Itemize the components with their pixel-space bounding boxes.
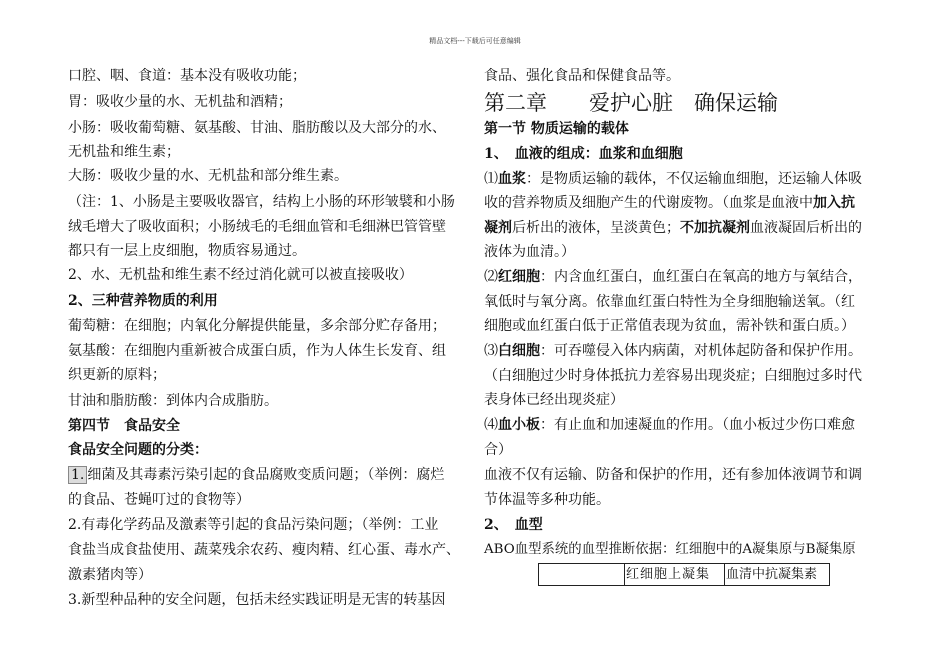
item-number: ⑵ xyxy=(484,269,498,285)
definition-text: ：可吞噬侵入体内病菌，对机体起防备和保护作用。 xyxy=(540,343,862,359)
text-line: 合） xyxy=(484,442,512,458)
text-line: 甘油和脂肪酸：到体内合成脂肪。 xyxy=(68,393,278,409)
term: 白细胞 xyxy=(498,343,540,359)
definition-text: 后析出的液体，呈淡黄色； xyxy=(512,220,680,236)
text-line: 食盐当成食盐使用、蔬菜残余农药、瘦肉精、红心蛋、毒水产、 xyxy=(68,542,460,558)
table-cell: 红细胞上凝集 xyxy=(625,564,725,585)
text-line: 血液不仅有运输、防备和保护的作用，还有参加体液调节和调 xyxy=(484,467,862,483)
item-number: ⑶ xyxy=(484,343,498,359)
note-line: 2、水、无机盐和维生素不经过消化就可以被直接吸收） xyxy=(68,267,413,283)
section-heading: 第四节 食品安全 xyxy=(68,418,180,434)
definition-text: ：内含血红蛋白，血红蛋白在氧高的地方与氧结合， xyxy=(540,269,862,285)
text-line: 液体为血清。） xyxy=(484,244,575,260)
text-line: 口腔、咽、食道：基本没有吸收功能； xyxy=(68,68,306,84)
text-line xyxy=(484,216,862,240)
text-line: 胃：吸收少量的水、无机盐和酒精； xyxy=(68,94,292,110)
definition-text: ：有止血和加速凝血的作用。（血小板过少伤口难愈 xyxy=(540,417,855,433)
subsection-heading: 食品安全问题的分类： xyxy=(68,442,208,458)
text-line: （白细胞过少时身体抵抗力差容易出现炎症；白细胞过多时代 xyxy=(484,368,862,384)
text-line: 葡萄糖：在细胞；内氧化分解提供能量，多余部分贮存备用； xyxy=(68,318,446,334)
text-line: 小肠：吸收葡萄糖、氨基酸、甘油、脂肪酸以及大部分的水、 xyxy=(68,120,446,136)
text-line: 激素猪肉等） xyxy=(68,567,152,583)
item-number: ⑴ xyxy=(484,171,498,187)
text-line: ABO血型系统的血型推断依据：红细胞中的A凝集原与B凝集原 xyxy=(484,542,856,557)
term: 加入抗 xyxy=(813,195,855,211)
section-heading: 2、三种营养物质的利用 xyxy=(68,293,218,309)
subsection-heading: 1、 血液的组成：血浆和血细胞 xyxy=(484,146,683,162)
term: 血浆 xyxy=(498,171,526,187)
text-line: 织更新的原料； xyxy=(68,367,166,383)
term: 红细胞 xyxy=(498,269,540,285)
subsection-heading: 2、 血型 xyxy=(484,517,543,533)
note-line: （注：1、小肠是主要吸收器官，结构上小肠的环形皱襞和小肠 xyxy=(68,194,455,210)
text-line xyxy=(484,413,855,437)
definition-text: 血液凝固后析出的 xyxy=(750,220,862,236)
section-heading: 第一节 物质运输的载体 xyxy=(484,121,629,137)
text-line: 氨基酸：在细胞内重新被合成蛋白质，作为人体生长发育、组 xyxy=(68,343,446,359)
item-number: ⑷ xyxy=(484,417,498,433)
term: 凝剂 xyxy=(484,220,512,236)
definition-text: 收的营养物质及细胞产生的代谢废物。（血浆是血液中 xyxy=(484,195,813,211)
note-line: 都只有一层上皮细胞，物质容易通过。 xyxy=(68,243,306,259)
text-line: 细胞或血红蛋白低于正常值表现为贫血，需补铁和蛋白质。） xyxy=(484,318,855,334)
text-line: 无机盐和维生素； xyxy=(68,144,180,160)
text-line: 的食品、苍蝇叮过的食物等） xyxy=(68,492,250,508)
list-number: 1. xyxy=(68,466,87,484)
term: 血小板 xyxy=(498,417,540,433)
list-item xyxy=(68,463,444,487)
list-item: 3.新型种品种的安全问题，包括未经实践证明是无害的转基因 xyxy=(68,592,446,608)
text-line: 节体温等多种功能。 xyxy=(484,492,610,508)
text-line: 表身体已经出现炎症） xyxy=(484,392,624,408)
text-line: 大肠：吸收少量的水、无机盐和部分维生素。 xyxy=(68,168,348,184)
text-line xyxy=(484,265,862,289)
text-line xyxy=(484,167,862,191)
note-line: 绒毛增大了吸收面积；小肠绒毛的毛细血管和毛细淋巴管管壁 xyxy=(68,219,446,235)
blood-type-table xyxy=(538,563,830,586)
table-cell xyxy=(539,564,625,585)
text-line: 氧低时与氧分离。依靠血红蛋白特性为全身细胞输送氧。（红 xyxy=(484,294,855,310)
list-item: 2.有毒化学药品及激素等引起的食品污染问题；（举例：工业 xyxy=(68,517,439,533)
chapter-title: 第二章 爱护心脏 确保运输 xyxy=(484,91,778,115)
text-line xyxy=(484,191,855,215)
page-header: 精品文档---下载后可任意编辑 xyxy=(429,37,521,45)
text-line xyxy=(484,339,862,363)
definition-text: ：是物质运输的载体，不仅运输血细胞，还运输人体吸 xyxy=(526,171,862,187)
list-item-text: 细菌及其毒素污染引起的食品腐败变质问题；（举例：腐烂 xyxy=(87,467,445,483)
table-cell: 血清中抗凝集素 xyxy=(726,567,818,582)
text-line: 食品、强化食品和保健食品等。 xyxy=(484,68,680,84)
term: 不加抗凝剂 xyxy=(680,220,750,236)
